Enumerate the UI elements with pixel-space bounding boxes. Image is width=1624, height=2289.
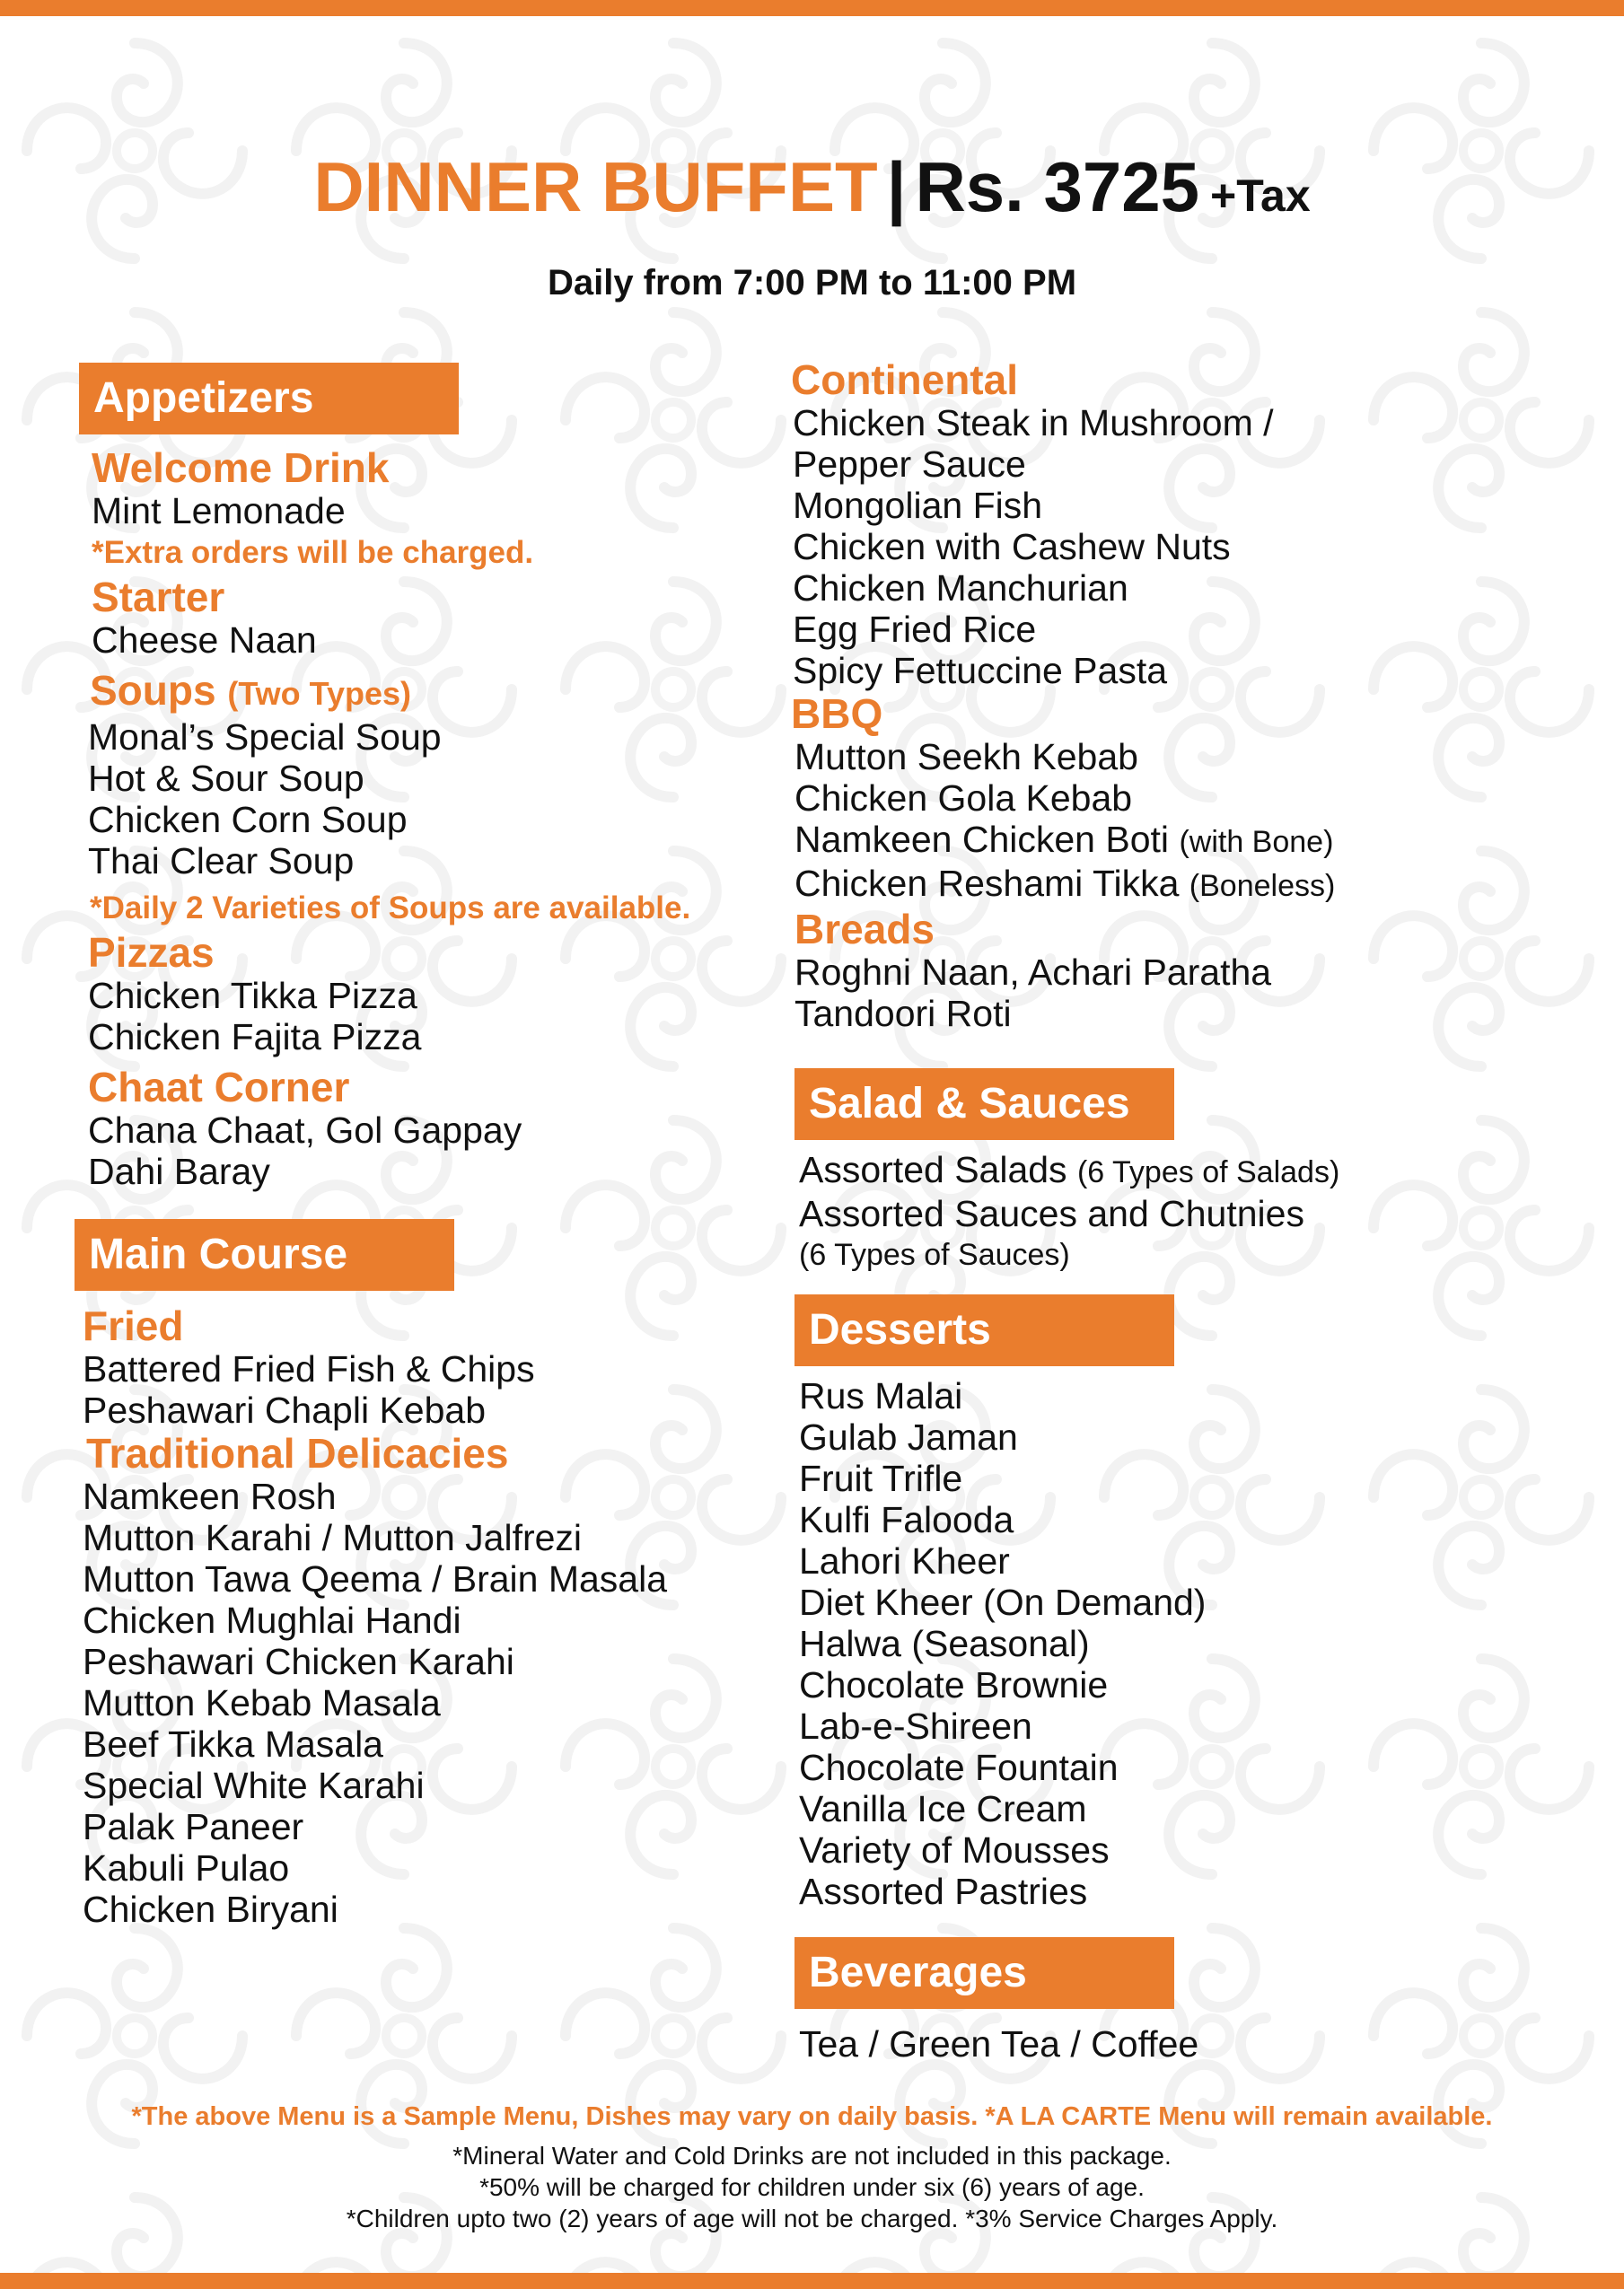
menu-item: Palak Paneer bbox=[83, 1806, 304, 1847]
menu-item: Thai Clear Soup bbox=[88, 840, 355, 881]
menu-item: Pepper Sauce bbox=[793, 443, 1026, 485]
menu-item: Tandoori Roti bbox=[794, 993, 1012, 1034]
menu-item: Chicken Corn Soup bbox=[88, 799, 408, 840]
menu-item-note: (Boneless) bbox=[1189, 869, 1336, 903]
menu-item: Egg Fried Rice bbox=[793, 609, 1037, 650]
footer-note: *50% will be charged for children under six (6) years of age. bbox=[479, 2173, 1145, 2201]
menu-item: Chicken Fajita Pizza bbox=[88, 1016, 422, 1057]
welcome-drink-heading: Welcome Drink bbox=[92, 444, 390, 491]
menu-item: Mint Lemonade bbox=[92, 490, 346, 531]
menu-item: Assorted Sauces and Chutnies bbox=[799, 1193, 1304, 1234]
menu-disclaimer: *The above Menu is a Sample Menu, Dishes may vary on daily basis. *A LA CARTE Menu will remain available. bbox=[131, 2102, 1493, 2131]
menu-item: Diet Kheer (On Demand) bbox=[799, 1582, 1207, 1623]
menu-item: Cheese Naan bbox=[92, 619, 317, 661]
title-separator: | bbox=[886, 147, 907, 226]
menu-item: Chocolate Brownie bbox=[799, 1664, 1109, 1706]
menu-item: Lahori Kheer bbox=[799, 1540, 1010, 1582]
welcome-note: *Extra orders will be charged. bbox=[92, 535, 534, 570]
menu-item: Kabuli Pulao bbox=[83, 1847, 290, 1889]
menu-item: Halwa (Seasonal) bbox=[799, 1623, 1090, 1664]
soups-heading bbox=[90, 668, 779, 716]
menu-item-note: (6 Types of Salads) bbox=[1076, 1155, 1340, 1189]
menu-item: Gulab Jaman bbox=[799, 1416, 1018, 1458]
menu-item: Chicken Mughlai Handi bbox=[83, 1600, 461, 1641]
menu-item: Vanilla Ice Cream bbox=[799, 1788, 1087, 1829]
traditional-heading: Traditional Delicacies bbox=[86, 1430, 509, 1477]
menu-item: Hot & Sour Soup bbox=[88, 758, 364, 799]
menu-item: Dahi Baray bbox=[88, 1151, 270, 1192]
fried-heading: Fried bbox=[83, 1302, 184, 1349]
soups-note: *Daily 2 Varieties of Soups are available. bbox=[90, 890, 691, 925]
menu-item-name: Namkeen Chicken Boti bbox=[794, 819, 1170, 860]
footer-note: *Children upto two (2) years of age will not be charged. *3% Service Charges Apply. bbox=[346, 2205, 1278, 2232]
appetizers-banner: Appetizers bbox=[79, 363, 459, 434]
salad-sauces-banner: Salad & Sauces bbox=[794, 1068, 1174, 1140]
menu-item: Chocolate Fountain bbox=[799, 1747, 1119, 1788]
chaat-heading: Chaat Corner bbox=[88, 1064, 350, 1110]
starter-heading: Starter bbox=[92, 574, 225, 620]
desserts-banner: Desserts bbox=[794, 1294, 1174, 1366]
bbq-heading: BBQ bbox=[791, 690, 883, 737]
menu-item: Chana Chaat, Gol Gappay bbox=[88, 1109, 522, 1151]
menu-item: Roghni Naan, Achari Paratha bbox=[794, 952, 1272, 993]
menu-item bbox=[794, 819, 1560, 863]
footer-note: *Mineral Water and Cold Drinks are not included in this package. bbox=[452, 2142, 1172, 2170]
menu-item: Peshawari Chapli Kebab bbox=[83, 1390, 486, 1431]
top-border bbox=[0, 0, 1624, 16]
price: Rs. 3725 bbox=[915, 147, 1200, 226]
menu-item: Peshawari Chicken Karahi bbox=[83, 1641, 514, 1682]
menu-item: Chicken with Cashew Nuts bbox=[793, 526, 1231, 567]
menu-item: Chicken Manchurian bbox=[793, 567, 1128, 609]
continental-heading: Continental bbox=[791, 356, 1018, 403]
right-column bbox=[788, 357, 1560, 2065]
menu-item-note: (6 Types of Sauces) bbox=[799, 1238, 1070, 1272]
menu-item: Spicy Fettuccine Pasta bbox=[793, 650, 1168, 691]
menu-item: Mutton Seekh Kebab bbox=[794, 736, 1138, 777]
menu-item-note-line bbox=[799, 1234, 1560, 1273]
menu-item: Kulfi Falooda bbox=[799, 1499, 1014, 1540]
menu-item-note: (with Bone) bbox=[1179, 825, 1334, 859]
menu-item: Beef Tikka Masala bbox=[83, 1723, 383, 1765]
menu-item: Assorted Pastries bbox=[799, 1871, 1088, 1912]
serving-hours: Daily from 7:00 PM to 11:00 PM bbox=[547, 263, 1077, 303]
menu-item-name: Assorted Salads bbox=[799, 1149, 1067, 1190]
title-text: DINNER BUFFET bbox=[313, 147, 878, 226]
main-course-banner: Main Course bbox=[75, 1219, 454, 1291]
menu-item: Namkeen Rosh bbox=[83, 1476, 337, 1517]
menu-item: Chicken Steak in Mushroom / bbox=[793, 402, 1274, 443]
menu-item: Rus Malai bbox=[799, 1375, 963, 1416]
menu-item: Fruit Trifle bbox=[799, 1458, 963, 1499]
menu-item: Chicken Biryani bbox=[83, 1889, 338, 1930]
menu-item: Mutton Karahi / Mutton Jalfrezi bbox=[83, 1517, 583, 1558]
menu-item: Mutton Tawa Qeema / Brain Masala bbox=[83, 1558, 667, 1600]
bottom-border bbox=[0, 2273, 1624, 2289]
tax-label: +Tax bbox=[1210, 171, 1311, 221]
menu-item: Mutton Kebab Masala bbox=[83, 1682, 441, 1723]
soups-subtitle: (Two Types) bbox=[227, 675, 412, 712]
page-title bbox=[0, 144, 1624, 239]
menu-item: Special White Karahi bbox=[83, 1765, 425, 1806]
menu-item: Lab-e-Shireen bbox=[799, 1706, 1032, 1747]
menu-item bbox=[794, 863, 1560, 907]
menu-item: Mongolian Fish bbox=[793, 485, 1043, 526]
menu-item: Chicken Gola Kebab bbox=[794, 777, 1133, 819]
soups-title: Soups bbox=[90, 667, 216, 714]
menu-item: Tea / Green Tea / Coffee bbox=[799, 2023, 1199, 2065]
menu-item: Variety of Mousses bbox=[799, 1829, 1110, 1871]
menu-item: Battered Fried Fish & Chips bbox=[83, 1348, 535, 1390]
left-column bbox=[79, 363, 779, 1930]
beverages-banner: Beverages bbox=[794, 1937, 1174, 2009]
footer-notes bbox=[0, 2140, 1624, 2234]
pizzas-heading: Pizzas bbox=[88, 929, 215, 976]
breads-heading: Breads bbox=[794, 906, 935, 952]
menu-item: Monal’s Special Soup bbox=[88, 716, 442, 758]
menu-item-name: Chicken Reshami Tikka bbox=[794, 863, 1180, 904]
menu-item: Chicken Tikka Pizza bbox=[88, 975, 417, 1016]
menu-item bbox=[799, 1149, 1560, 1193]
